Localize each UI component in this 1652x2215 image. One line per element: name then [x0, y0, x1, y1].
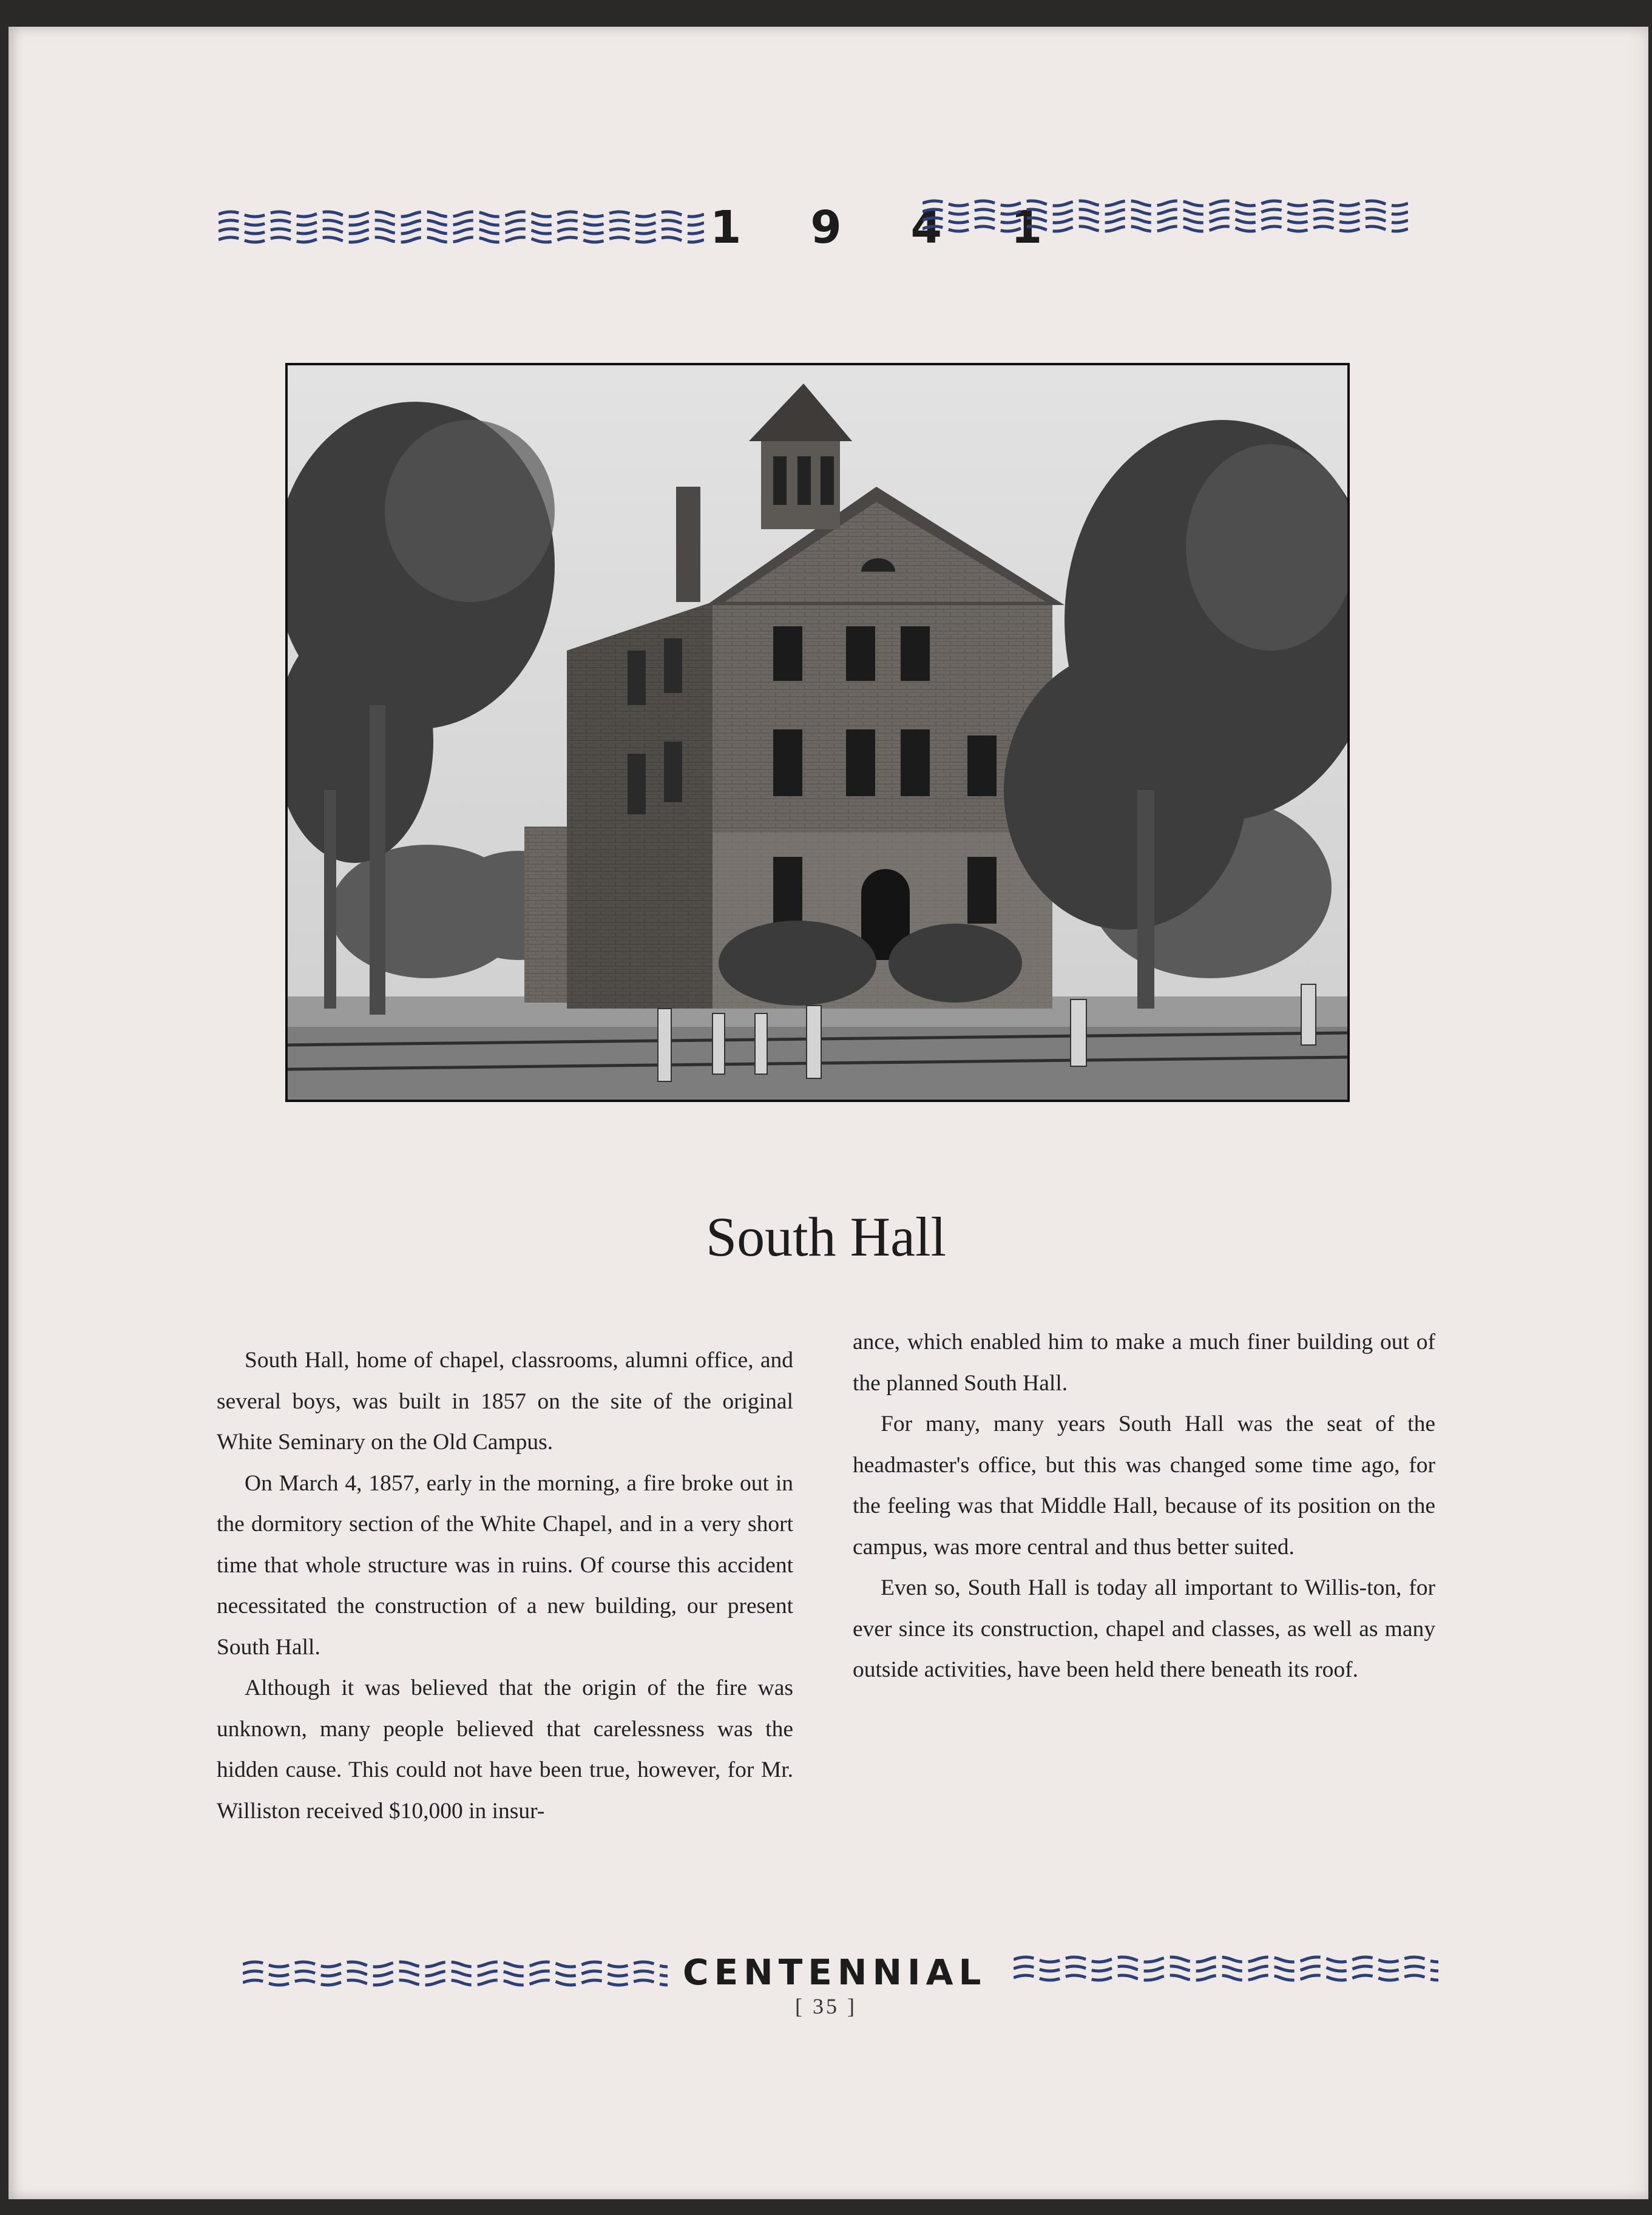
south-hall-photo: [285, 363, 1350, 1102]
paragraph: ance, which enabled him to make a much finer building out of the planned South Hall.: [853, 1330, 1435, 1396]
wave-ornament-left: [243, 1958, 668, 1990]
paragraph: For many, many years South Hall was the seat of the headmaster's office, but this was changed some time ago, for the feeling was that Middle Hall, because of its position on the campus, was more central and thus better suited.: [853, 1412, 1435, 1560]
header-year: 1 9 4 1: [710, 201, 1069, 254]
paragraph: Even so, South Hall is today all important to Willis-ton, for ever since its construction, chapel and classes, as well as many outside activities, have been held there beneath its roof.: [853, 1575, 1435, 1682]
wave-ornament-right: [1014, 1953, 1438, 1985]
page-number: [ 35 ]: [795, 1994, 857, 2018]
article-title: South Hall: [705, 1206, 947, 1268]
header-banner: [218, 197, 1408, 258]
paragraph: South Hall, home of chapel, classrooms, alumni office, and several boys, was built in 1857 on the site of the original White Seminary on the Old Campus.: [217, 1348, 793, 1455]
yearbook-page: [8, 27, 1648, 2199]
wave-ornament-right: [922, 197, 1408, 236]
footer-centennial: CENTENNIAL: [683, 1952, 987, 1993]
building-photo-image: [288, 365, 1347, 1100]
article-column-right: [853, 1322, 1435, 1691]
paragraph: Although it was believed that the origin of the fire was unknown, many people believed that carelessness was the hidden cause. This could not have been true, however, for Mr. Williston received $10,000 in insur-: [217, 1676, 793, 1824]
footer-banner: [243, 1945, 1438, 2000]
wave-ornament-left: [218, 208, 704, 247]
paragraph: On March 4, 1857, early in the morning, a fire broke out in the dormitory section of the White Chapel, and in a very short time that whole structure was in ruins. Of course this accident necessitated the construction of a new building, our present South Hall.: [217, 1470, 793, 1660]
article-column-left: [217, 1340, 793, 1831]
